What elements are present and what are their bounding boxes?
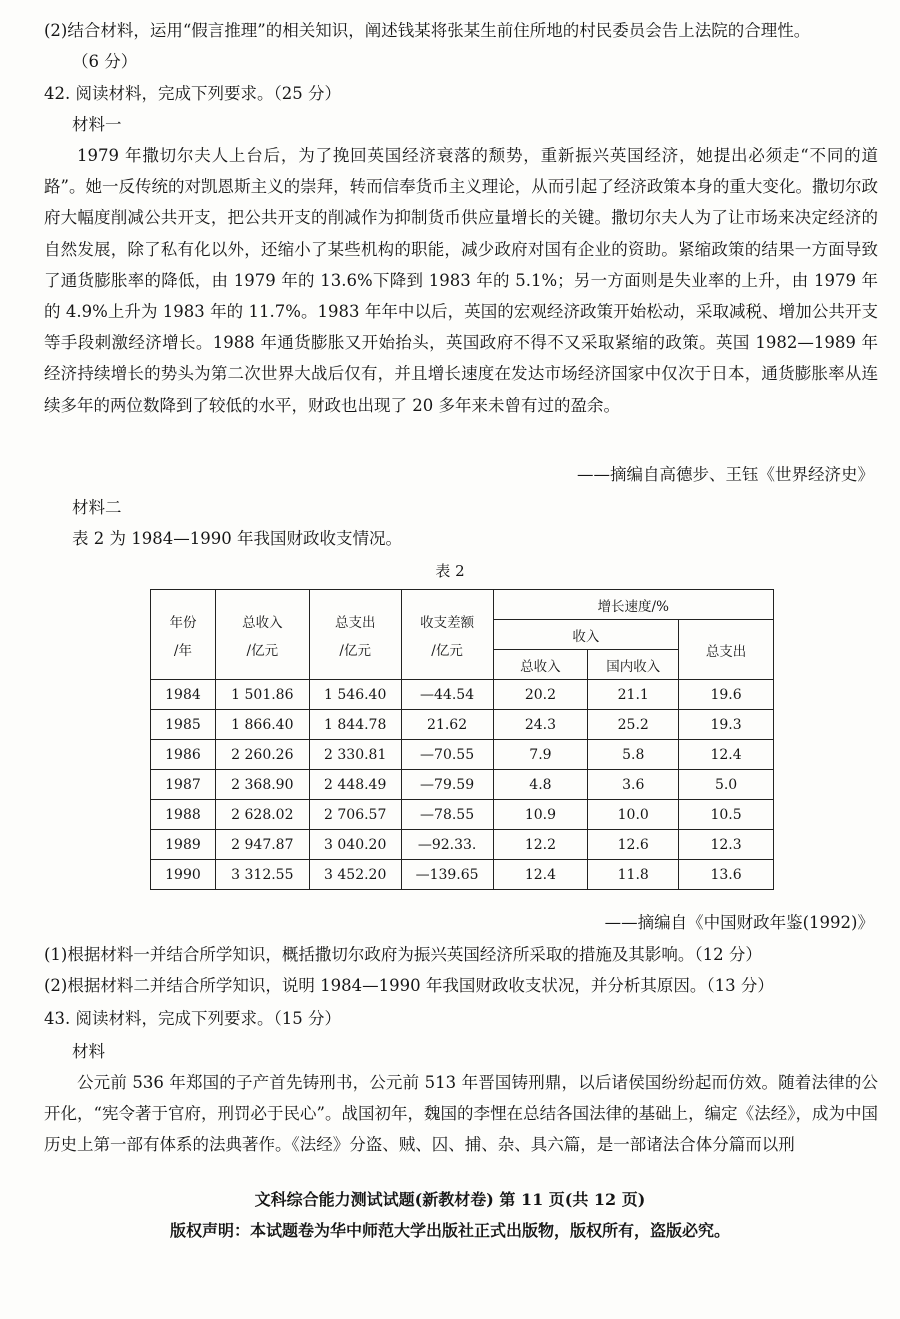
table-cell: —44.54 — [401, 680, 493, 710]
table-cell: —139.65 — [401, 860, 493, 890]
table-cell: 2 706.57 — [309, 800, 401, 830]
table-cell: —78.55 — [401, 800, 493, 830]
table-cell: 7.9 — [493, 740, 588, 770]
table-cell: 12.4 — [679, 740, 774, 770]
q42-heading: 42. 阅读材料，完成下列要求。（25 分） — [44, 84, 341, 103]
table-cell: 2 947.87 — [215, 830, 309, 860]
table-cell: 1984 — [151, 680, 216, 710]
table-cell: 2 260.26 — [215, 740, 309, 770]
table-row — [151, 830, 774, 860]
table-cell: 12.3 — [679, 830, 774, 860]
table-cell: 3 452.20 — [309, 860, 401, 890]
header-revenue-label: 总收入 — [242, 614, 283, 631]
header-growth-total-exp: 总支出 — [679, 620, 774, 680]
table-cell: 2 448.49 — [309, 770, 401, 800]
table-cell: 3 312.55 — [215, 860, 309, 890]
copyright-label: 版权声明： — [169, 1221, 250, 1240]
table-cell: 1990 — [151, 860, 216, 890]
header-revenue — [215, 590, 309, 680]
q42-material1-title: 材料一 — [72, 115, 122, 134]
table-cell: 1986 — [151, 740, 216, 770]
header-expenditure-label: 总支出 — [334, 614, 376, 631]
q43-material-title: 材料 — [72, 1042, 105, 1061]
table-cell: 1 866.40 — [215, 710, 309, 740]
finance-table — [150, 589, 774, 890]
table-cell: 3 040.20 — [309, 830, 401, 860]
table-cell: 1985 — [151, 710, 216, 740]
header-difference-unit: /亿元 — [431, 642, 463, 659]
table-cell: 10.0 — [588, 800, 679, 830]
header-difference — [401, 590, 493, 680]
table-cell: 21.1 — [588, 680, 679, 710]
table-row — [151, 710, 774, 740]
table-cell: 2 628.02 — [215, 800, 309, 830]
table-cell: 21.62 — [401, 710, 493, 740]
q43-heading: 43. 阅读材料，完成下列要求。（15 分） — [44, 1009, 341, 1028]
header-difference-label: 收支差额 — [420, 614, 475, 631]
table-body — [151, 680, 774, 890]
table-cell: 2 368.90 — [215, 770, 309, 800]
table-cell: 5.0 — [679, 770, 774, 800]
table-cell: 3.6 — [588, 770, 679, 800]
header-expenditure-unit: /亿元 — [339, 642, 371, 659]
table-cell: 19.6 — [679, 680, 774, 710]
table-cell: 1 844.78 — [309, 710, 401, 740]
table-row — [151, 740, 774, 770]
table-cell: 11.8 — [588, 860, 679, 890]
table-cell: 4.8 — [493, 770, 588, 800]
table-cell: 5.8 — [588, 740, 679, 770]
table-cell: 24.3 — [493, 710, 588, 740]
table-cell: 20.2 — [493, 680, 588, 710]
table-cell: 12.4 — [493, 860, 588, 890]
header-year — [151, 590, 216, 680]
table-row — [151, 680, 774, 710]
header-year-label: 年份 — [169, 614, 197, 631]
page-footer: 文科综合能力测试试题(新教材卷) 第 11 页(共 12 页) — [254, 1190, 646, 1209]
table-row — [151, 860, 774, 890]
table-cell: 1989 — [151, 830, 216, 860]
header-revenue-unit: /亿元 — [246, 642, 279, 659]
table-cell: 1988 — [151, 800, 216, 830]
table-cell: 1 501.86 — [215, 680, 309, 710]
header-growth: 增长速度/% — [493, 590, 773, 620]
q42-material2-title: 材料二 — [72, 498, 122, 517]
header-growth-domestic-income: 国内收入 — [588, 650, 679, 680]
table-cell: 19.3 — [679, 710, 774, 740]
table-caption: 表 2 — [435, 562, 465, 580]
q42-material1-source: ——摘编自高德步、王钰《世界经济史》 — [577, 465, 874, 484]
copyright-notice — [0, 1218, 900, 1241]
table-cell: —70.55 — [401, 740, 493, 770]
header-expenditure — [309, 590, 401, 680]
q42-requirement2: (2)根据材料二并结合所学知识，说明 1984—1990 年我国财政收支状况，并分析其原因。（13 分） — [44, 976, 774, 995]
copyright-text: 本试题卷为华中师范大学出版社正式出版物，版权所有，盗版必究。 — [250, 1221, 731, 1240]
table-cell: 2 330.81 — [309, 740, 401, 770]
header-growth-total-income: 总收入 — [493, 650, 588, 680]
table-cell: —79.59 — [401, 770, 493, 800]
table-cell: 12.6 — [588, 830, 679, 860]
table-row — [151, 800, 774, 830]
table-cell: 13.6 — [679, 860, 774, 890]
table-cell: 25.2 — [588, 710, 679, 740]
table-row — [151, 770, 774, 800]
table-cell: —92.33. — [401, 830, 493, 860]
q41-part2-line1: (2)结合材料，运用“假言推理”的相关知识，阐述钱某将张某生前住所地的村民委员会告上法院的合理性。 — [44, 21, 811, 40]
q41-part2-score: （6 分） — [72, 52, 138, 71]
q42-requirement1: (1)根据材料一并结合所学知识，概括撒切尔政府为振兴英国经济所采取的措施及其影响。（12 分） — [44, 945, 762, 964]
q42-material1-text: 1979 年撒切尔夫人上台后，为了挽回英国经济衰落的颓势，重新振兴英国经济，她提出必须走“不同的道路”。她一反传统的对凯恩斯主义的崇拜，转而信奉货币主义理论，从而引起了经济政策本身的重大变化。撒切尔政府大幅度削减公共开支，把公共开支的削减作为抑制货币供应量增长的关键。撒切尔夫人为了让市场来决定经济的自然发展，除了私有化以外，还缩小了某些机构的职能，减少政府对国有企业的资助。紧缩政策的结果一方面导致了通货膨胀率的降低，由 1979 年的 13.6%下降到 1983 年的 5.1%；另一方面则是失业率的上升，由 1979 年的 4.9%上升为 1983 年的 11.7%。1983 年年中以后，英国的宏观经济政策开始松动，采取减税、增加公共开支等手段刺激经济增长。1988 年通货膨胀又开始抬头，英国政府不得不又采取紧缩的政策。英国 1982—1989 年经济持续增长的势头为第二次世界大战后仅有，并且增长速度在发达市场经济国家中仅次于日本，通货膨胀率从连续多年的两位数降到了较低的水平，财政也出现了 20 多年来未曾有过的盈余。 — [44, 146, 878, 415]
table-cell: 10.5 — [679, 800, 774, 830]
header-income: 收入 — [493, 620, 679, 650]
q42-material2-source: ——摘编自《中国财政年鉴(1992)》 — [604, 913, 874, 932]
header-year-unit: /年 — [173, 642, 192, 659]
q43-material-text: 公元前 536 年郑国的子产首先铸刑书，公元前 513 年晋国铸刑鼎，以后诸侯国纷纷起而仿效。随着法律的公开化，“宪令著于官府，刑罚必于民心”。战国初年，魏国的李悝在总结各国法律的基础上，编定《法经》，成为中国历史上第一部有体系的法典著作。《法经》分盗、贼、囚、捕、杂、具六篇，是一部诸法合体分篇而以刑 — [44, 1073, 878, 1155]
table-cell: 1 546.40 — [309, 680, 401, 710]
table-cell: 10.9 — [493, 800, 588, 830]
table-cell: 1987 — [151, 770, 216, 800]
q42-material2-intro: 表 2 为 1984—1990 年我国财政收支情况。 — [72, 529, 402, 548]
table-cell: 12.2 — [493, 830, 588, 860]
